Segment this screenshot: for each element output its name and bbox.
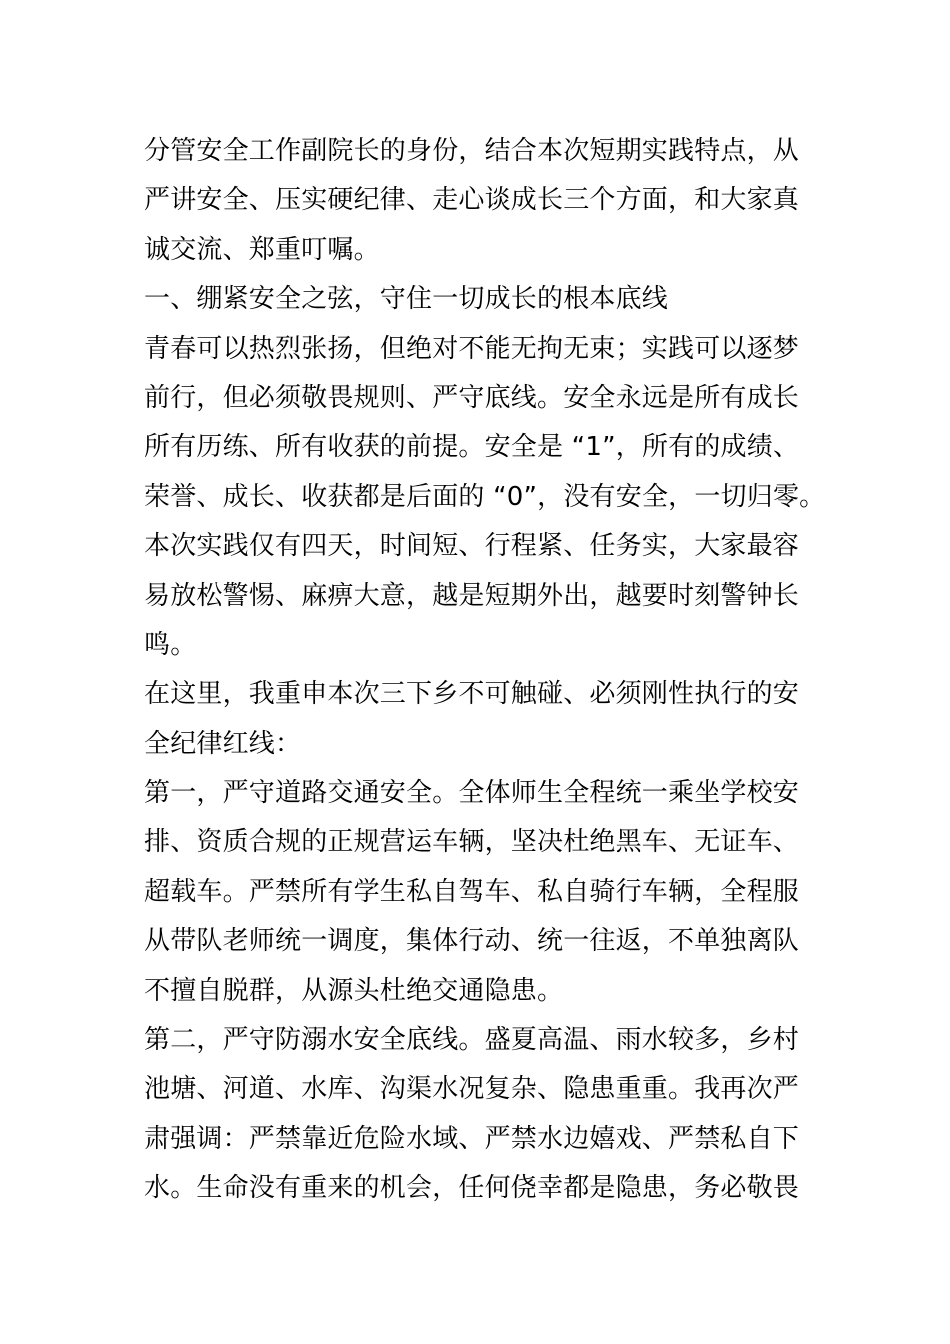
text-line: 第一，严守道路交通安全。全体师生全程统一乘坐学校安 (144, 778, 800, 809)
text-line: 严讲安全、压实硬纪律、走心谈成长三个方面，和大家真 (144, 185, 800, 216)
text-line: 易放松警惕、麻痹大意，越是短期外出，越要时刻警钟长 (144, 580, 800, 611)
text-line: 青春可以热烈张扬，但绝对不能无拘无束；实践可以逐梦 (144, 333, 800, 364)
text-line: 分管安全工作副院长的身份，结合本次短期实践特点，从 (144, 136, 800, 166)
text-line: 鸣。 (144, 629, 197, 660)
text-line: 肃强调：严禁靠近危险水域、严禁水边嬉戏、严禁私自下 (144, 1123, 800, 1154)
text-line: 第二，严守防溺水安全底线。盛夏高温、雨水较多，乡村 (144, 1025, 800, 1056)
text-line: 前行，但必须敬畏规则、严守底线。安全永远是所有成长 (144, 382, 800, 413)
text-line: 全纪律红线： (144, 728, 302, 759)
text-line: 诚交流、郑重叮嘱。 (144, 234, 380, 265)
text-line: 排、资质合规的正规营运车辆，坚决杜绝黑车、无证车、 (144, 827, 800, 858)
text-line: 超载车。严禁所有学生私自驾车、私自骑行车辆，全程服 (144, 876, 800, 907)
document-body (144, 127, 824, 1214)
text-line: 水。生命没有重来的机会，任何侥幸都是隐患，务必敬畏 (144, 1173, 800, 1204)
text-line: 不擅自脱群，从源头杜绝交通隐患。 (144, 975, 564, 1006)
text-line: 池塘、河道、水库、沟渠水况复杂、隐患重重。我再次严 (144, 1074, 800, 1105)
text-line: 从带队老师统一调度，集体行动、统一往返，不单独离队 (144, 926, 800, 957)
section-heading: 一、绷紧安全之弦，守住一切成长的根本底线 (144, 284, 669, 315)
text-line: 所有历练、所有收获的前提。安全是 “1”，所有的成绩、 (144, 432, 800, 463)
text-line: 本次实践仅有四天，时间短、行程紧、任务实，大家最容 (144, 531, 800, 562)
text-line: 在这里，我重申本次三下乡不可触碰、必须刚性执行的安 (144, 679, 800, 710)
text-line: 荣誉、成长、收获都是后面的 “0”，没有安全，一切归零。 (144, 481, 826, 512)
